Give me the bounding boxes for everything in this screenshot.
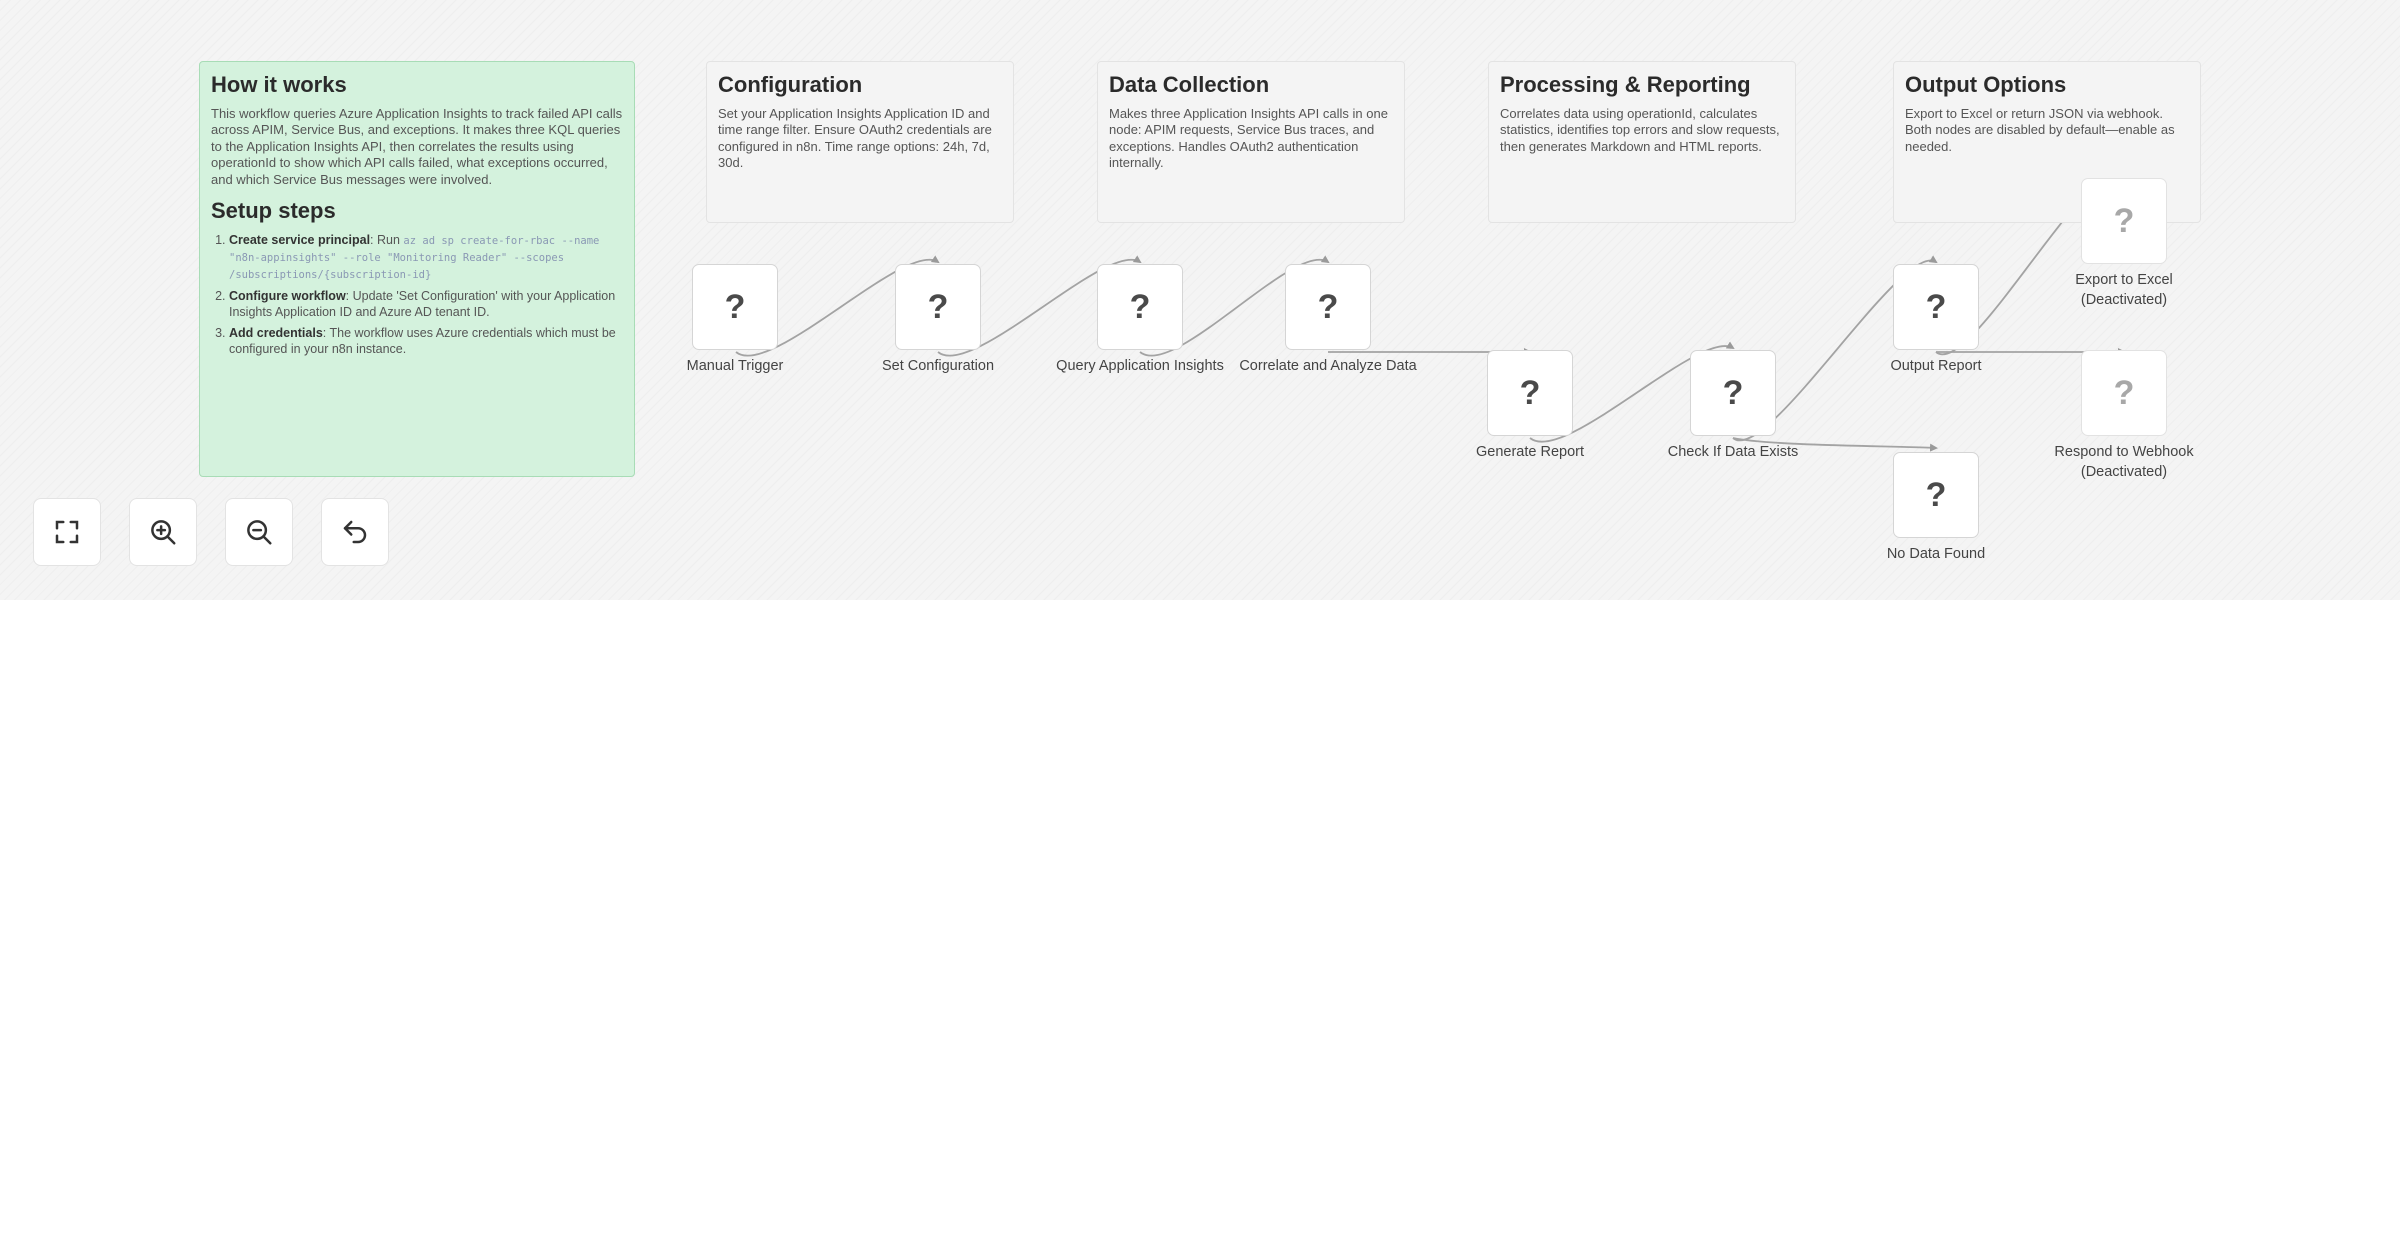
undo-icon — [340, 517, 370, 547]
sticky-title: Output Options — [1905, 72, 2067, 97]
sticky-title: Data Collection — [1109, 72, 1270, 97]
node-label-respond-webhook: Respond to Webhook (Deactivated) — [2054, 444, 2194, 480]
expand-icon — [52, 517, 82, 547]
node-label-manual-trigger: Manual Trigger — [686, 358, 784, 374]
node-check-data-exists[interactable] — [1690, 350, 1776, 436]
sticky-body: Makes three Application Insights API calls in one node: APIM requests, Service Bus traces, and exceptions. Handles OAuth2 authentication internally. — [1109, 105, 1388, 171]
setup-steps-list — [211, 232, 623, 357]
setup-step: 3. Add credentials: The workflow uses Azure credentials which must be configured in your n8n instance. — [229, 325, 623, 357]
zoom-out-button[interactable] — [225, 498, 293, 566]
unknown-node-icon: ? — [927, 287, 949, 326]
node-query-application-insights[interactable] — [1097, 264, 1183, 350]
node-correlate-analyze[interactable] — [1285, 264, 1371, 350]
workflow-canvas[interactable] — [0, 0, 2400, 600]
node-label-check-data-exists: Check If Data Exists — [1667, 444, 1799, 460]
unknown-node-icon: ? — [1722, 373, 1744, 412]
node-label-no-data-found: No Data Found — [1886, 546, 1986, 562]
setup-step: 1. Create service principal: Run az ad sp create-for-rbac --name "n8n-appinsights" --role "Monitoring Reader" --scopes /subscriptions/{subscription-id} — [229, 232, 623, 283]
node-label-export-excel: Export to Excel (Deactivated) — [2075, 272, 2173, 308]
node-label-output-report: Output Report — [1890, 358, 1982, 374]
node-respond-webhook[interactable] — [2081, 350, 2167, 436]
zoom-in-button[interactable] — [129, 498, 197, 566]
node-label-correlate-analyze: Correlate and Analyze Data — [1239, 358, 1417, 374]
node-label-query-application-insights: Query Application Insights — [1056, 358, 1224, 374]
node-generate-report[interactable] — [1487, 350, 1573, 436]
node-output-report[interactable] — [1893, 264, 1979, 350]
setup-steps-title: Setup steps — [211, 198, 336, 224]
node-set-configuration[interactable] — [895, 264, 981, 350]
sticky-body: Correlates data using operationId, calculates statistics, identifies top errors and slow requests, then generates Markdown and HTML reports. — [1500, 105, 1780, 154]
unknown-node-icon: ? — [2113, 373, 2135, 412]
sticky-note-configuration[interactable] — [706, 61, 1014, 223]
node-no-data-found[interactable] — [1893, 452, 1979, 538]
sticky-title: Processing & Reporting — [1500, 72, 1751, 97]
sticky-note-how-it-works[interactable] — [199, 61, 635, 477]
reset-zoom-button[interactable] — [321, 498, 389, 566]
unknown-node-icon: ? — [1925, 475, 1947, 514]
sticky-title: Configuration — [718, 72, 863, 97]
node-manual-trigger[interactable] — [692, 264, 778, 350]
sticky-body: Export to Excel or return JSON via webhook. Both nodes are disabled by default—enable as needed. — [1905, 105, 2175, 154]
zoom-out-icon — [244, 517, 274, 547]
zoom-in-icon — [148, 517, 178, 547]
node-label-generate-report: Generate Report — [1475, 444, 1584, 460]
unknown-node-icon: ? — [724, 287, 746, 326]
sticky-note-processing[interactable] — [1488, 61, 1796, 223]
sticky-note-data-collection[interactable] — [1097, 61, 1405, 223]
node-label-set-configuration: Set Configuration — [881, 358, 995, 374]
unknown-node-icon: ? — [2113, 201, 2135, 240]
unknown-node-icon: ? — [1317, 287, 1339, 326]
fit-view-button[interactable] — [33, 498, 101, 566]
setup-step: 2. Configure workflow: Update 'Set Configuration' with your Application Insights Application ID and Azure AD tenant ID. — [229, 288, 623, 320]
sticky-body: Set your Application Insights Application ID and time range filter. Ensure OAuth2 credentials are configured in n8n. Time range options: 24h, 7d, 30d. — [718, 105, 992, 171]
unknown-node-icon: ? — [1519, 373, 1541, 412]
sticky-body: This workflow queries Azure Application Insights to track failed API calls across APIM, Service Bus, and exceptions. It makes three KQL queries to the Application Insights API, then correlates the results using operationId to show which API calls failed, what exceptions occurred, and which Service Bus messages were involved. — [211, 105, 623, 187]
unknown-node-icon: ? — [1129, 287, 1151, 326]
cli-command: az ad sp create-for-rbac --name "n8n-appinsights" --role "Monitoring Reader" --scopes /subscriptions/{subscription-id} — [229, 234, 600, 281]
unknown-node-icon: ? — [1925, 287, 1947, 326]
sticky-title: How it works — [211, 72, 347, 97]
node-export-excel[interactable] — [2081, 178, 2167, 264]
